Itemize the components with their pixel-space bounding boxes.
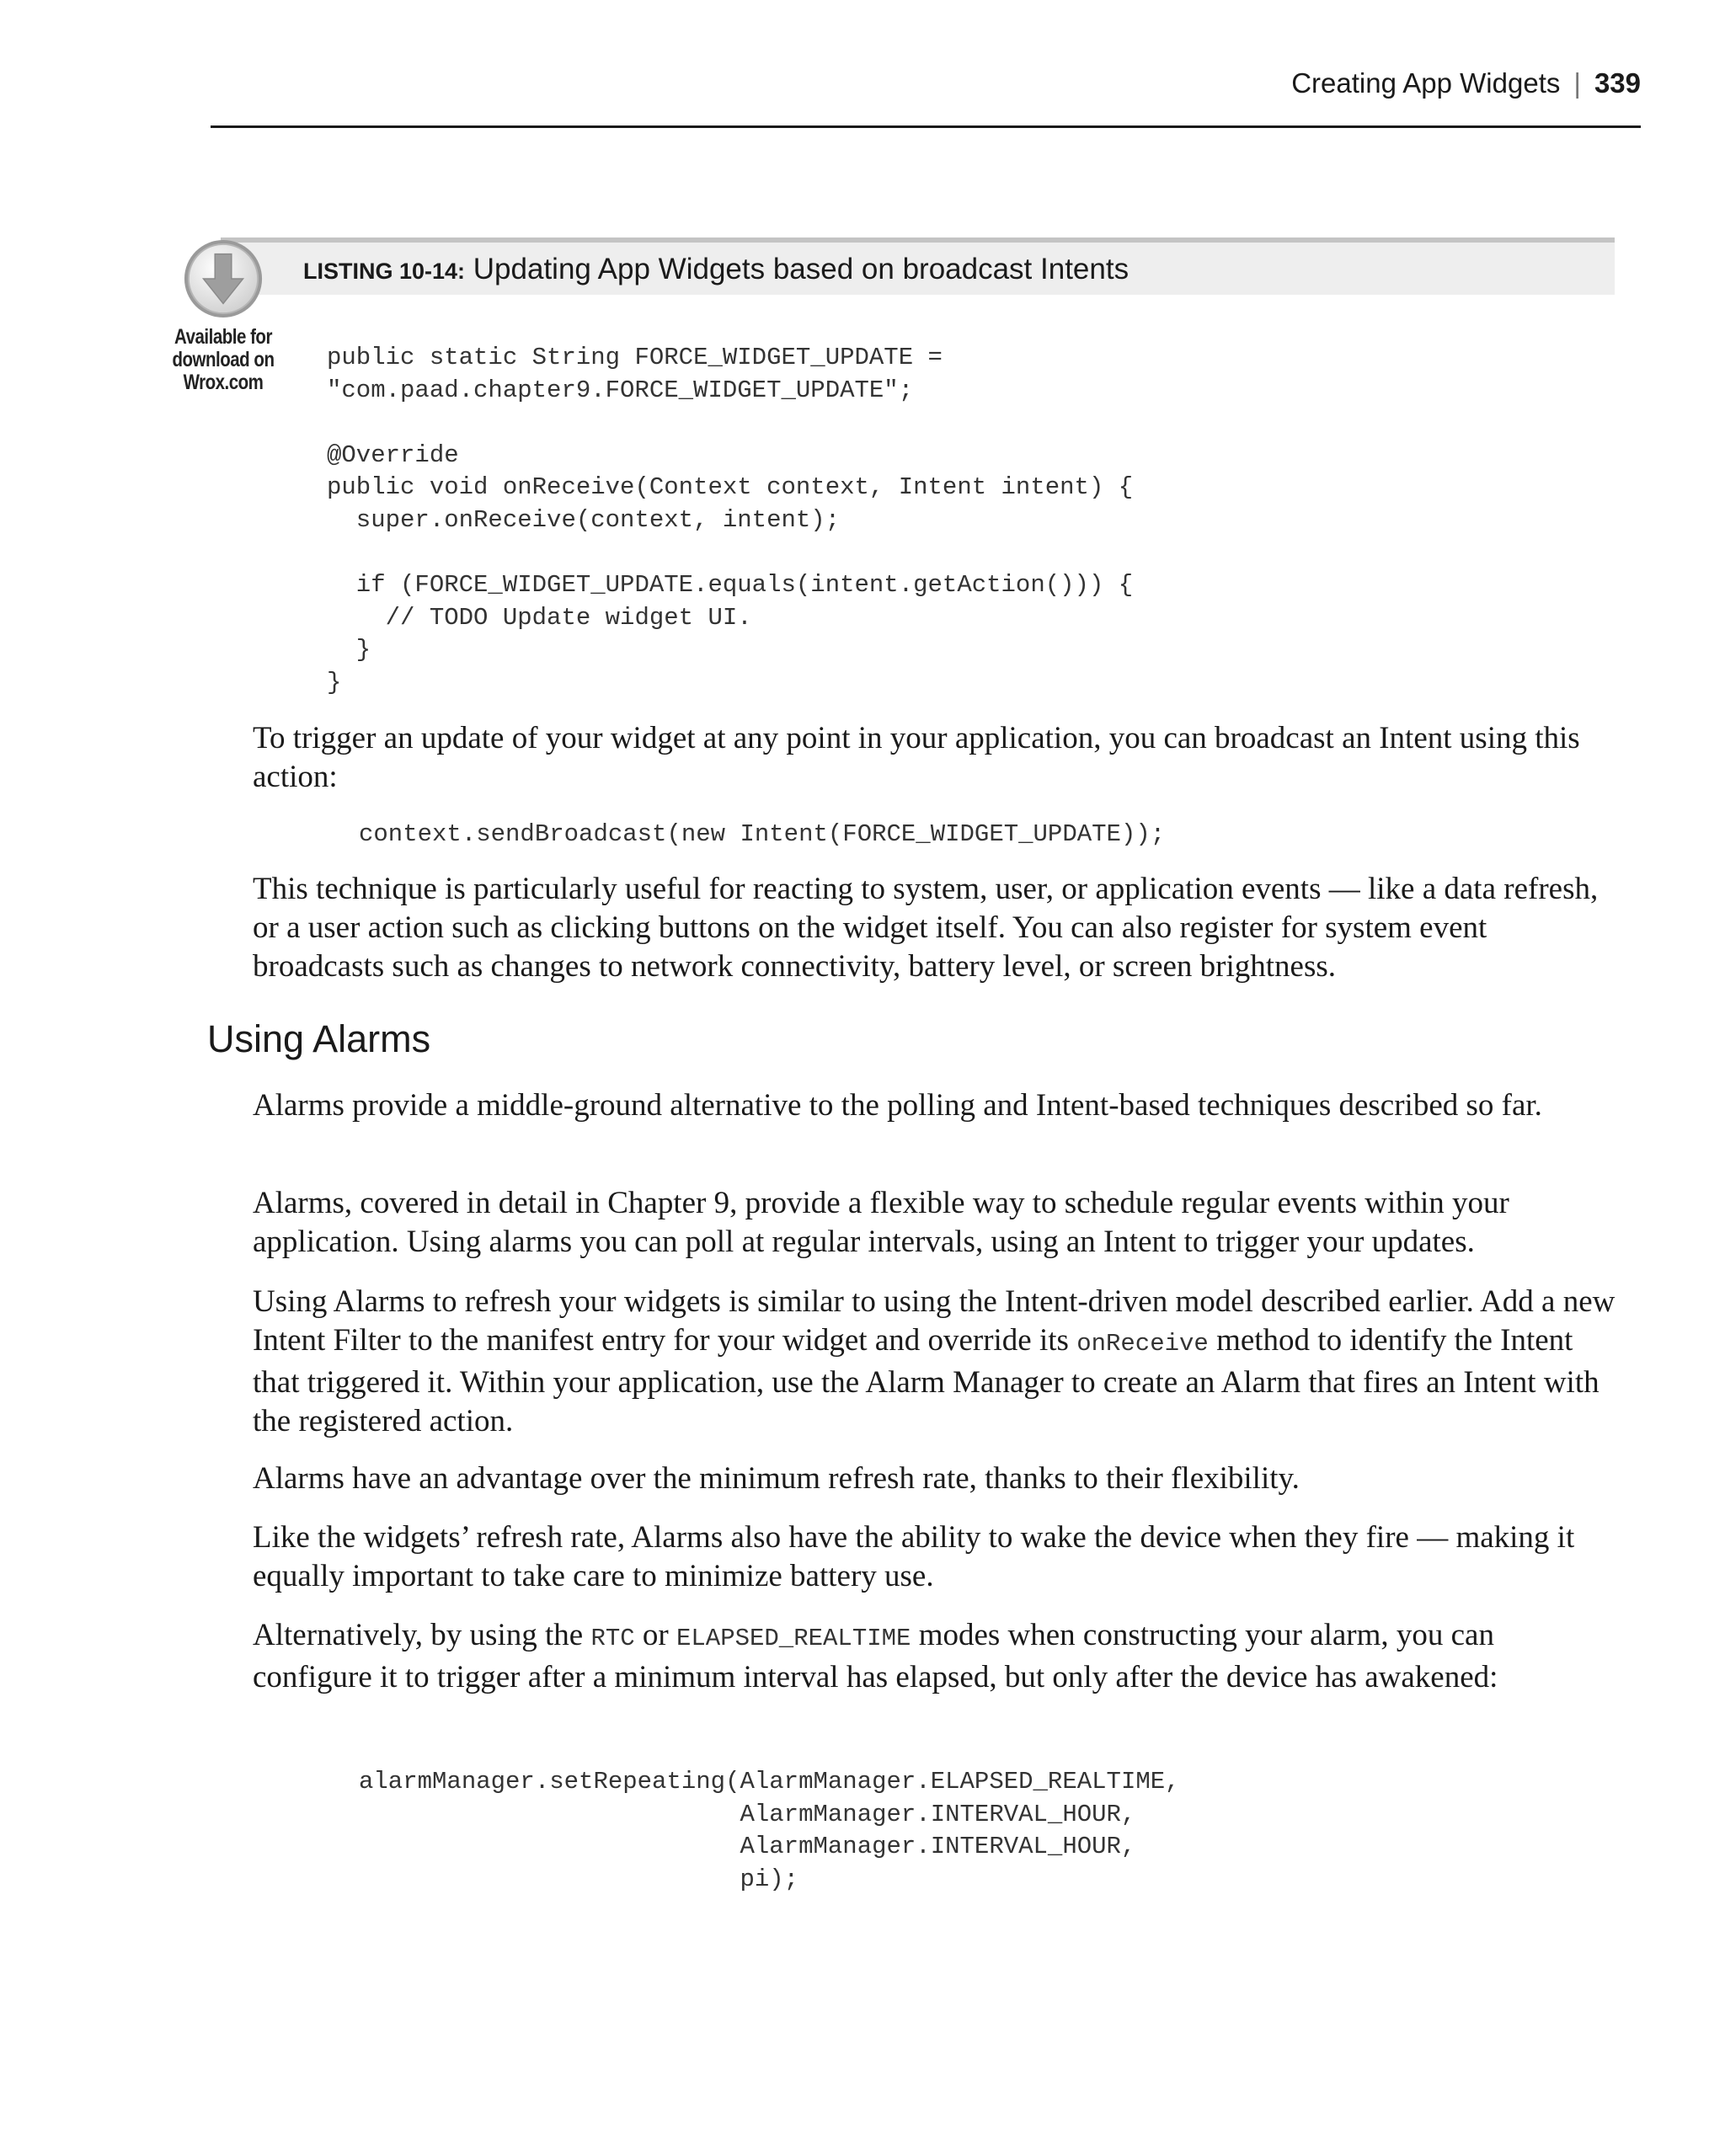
chapter-title: Creating App Widgets (1291, 67, 1561, 99)
inline-code-rtc: RTC (590, 1625, 635, 1652)
inline-code-elapsed-realtime: ELAPSED_REALTIME (676, 1625, 911, 1652)
listing-title-bar (221, 237, 1615, 295)
listing-label: LISTING 10-14: (303, 259, 466, 284)
running-head (1291, 67, 1641, 99)
alarm-code: alarmManager.setRepeating(AlarmManager.ELAPSED_REALTIME, AlarmManager.INTERVAL_HOUR, AlarmManager.INTERVAL_HOUR, pi); (359, 1768, 1180, 1893)
section-heading: Using Alarms (207, 1017, 431, 1060)
alarms-paragraph-2: Alarms, covered in detail in Chapter 9, provide a flexible way to schedule regular events within your application. Using alarms you can poll at regular intervals, using an Intent to trigger your updates. (253, 1186, 1509, 1259)
page-number: 339 (1594, 67, 1641, 99)
alarms-paragraph-4: Alarms have an advantage over the minimum refresh rate, thanks to their flexibility. (253, 1461, 1300, 1496)
listing-caption: Updating App Widgets based on broadcast Intents (473, 253, 1130, 286)
download-badge (160, 237, 286, 394)
broadcast-code: context.sendBroadcast(new Intent(FORCE_WIDGET_UPDATE)); (359, 820, 1166, 848)
download-text: Available for download on Wrox.com (172, 325, 275, 394)
alarms-paragraph-5: Like the widgets’ refresh rate, Alarms also have the ability to wake the device when they fire — making it equally important to take care to minimize battery use. (253, 1520, 1575, 1593)
download-arrow-icon (182, 237, 264, 320)
listing-code: public static String FORCE_WIDGET_UPDATE = "com.paad.chapter9.FORCE_WIDGET_UPDATE"; @Override public void onReceive(Context context, Intent intent) { super.onReceive(context, intent); if (FORCE_WIDGET_UPDATE.equals(intent.getAction())) { // TODO Update widget UI. } } (327, 344, 1134, 696)
listing-title (303, 253, 1129, 286)
body-paragraph-2: This technique is particularly useful for reacting to system, user, or application events — like a data refresh, or a user action such as clicking buttons on the widget itself. You can also register for system event broadcasts such as changes to network connectivity, battery level, or screen brightness. (253, 872, 1599, 984)
alarms-paragraph-1: Alarms provide a middle-ground alternative to the polling and Intent-based techniques described so far. (253, 1088, 1542, 1123)
header-separator: | (1573, 67, 1581, 99)
inline-code-onreceive: onReceive (1076, 1330, 1209, 1358)
page-header (211, 64, 1641, 128)
alarms-paragraph-3: Using Alarms to refresh your widgets is similar to using the Intent-driven model described earlier. Add a new Intent Filter to the manifest entry for your widget and override its onReceive method to identify the Intent that triggered it. Within your application, use the Alarm Manager to create an Alarm that fires an Intent with the registered action. (253, 1284, 1616, 1438)
alarms-paragraph-6: Alternatively, by using the RTC or ELAPSED_REALTIME modes when constructing your alarm, you can configure it to trigger after a minimum interval has elapsed, but only after the device has awakened: (253, 1618, 1498, 1694)
body-paragraph-1: To trigger an update of your widget at any point in your application, you can broadcast an Intent using this action: (253, 721, 1580, 794)
